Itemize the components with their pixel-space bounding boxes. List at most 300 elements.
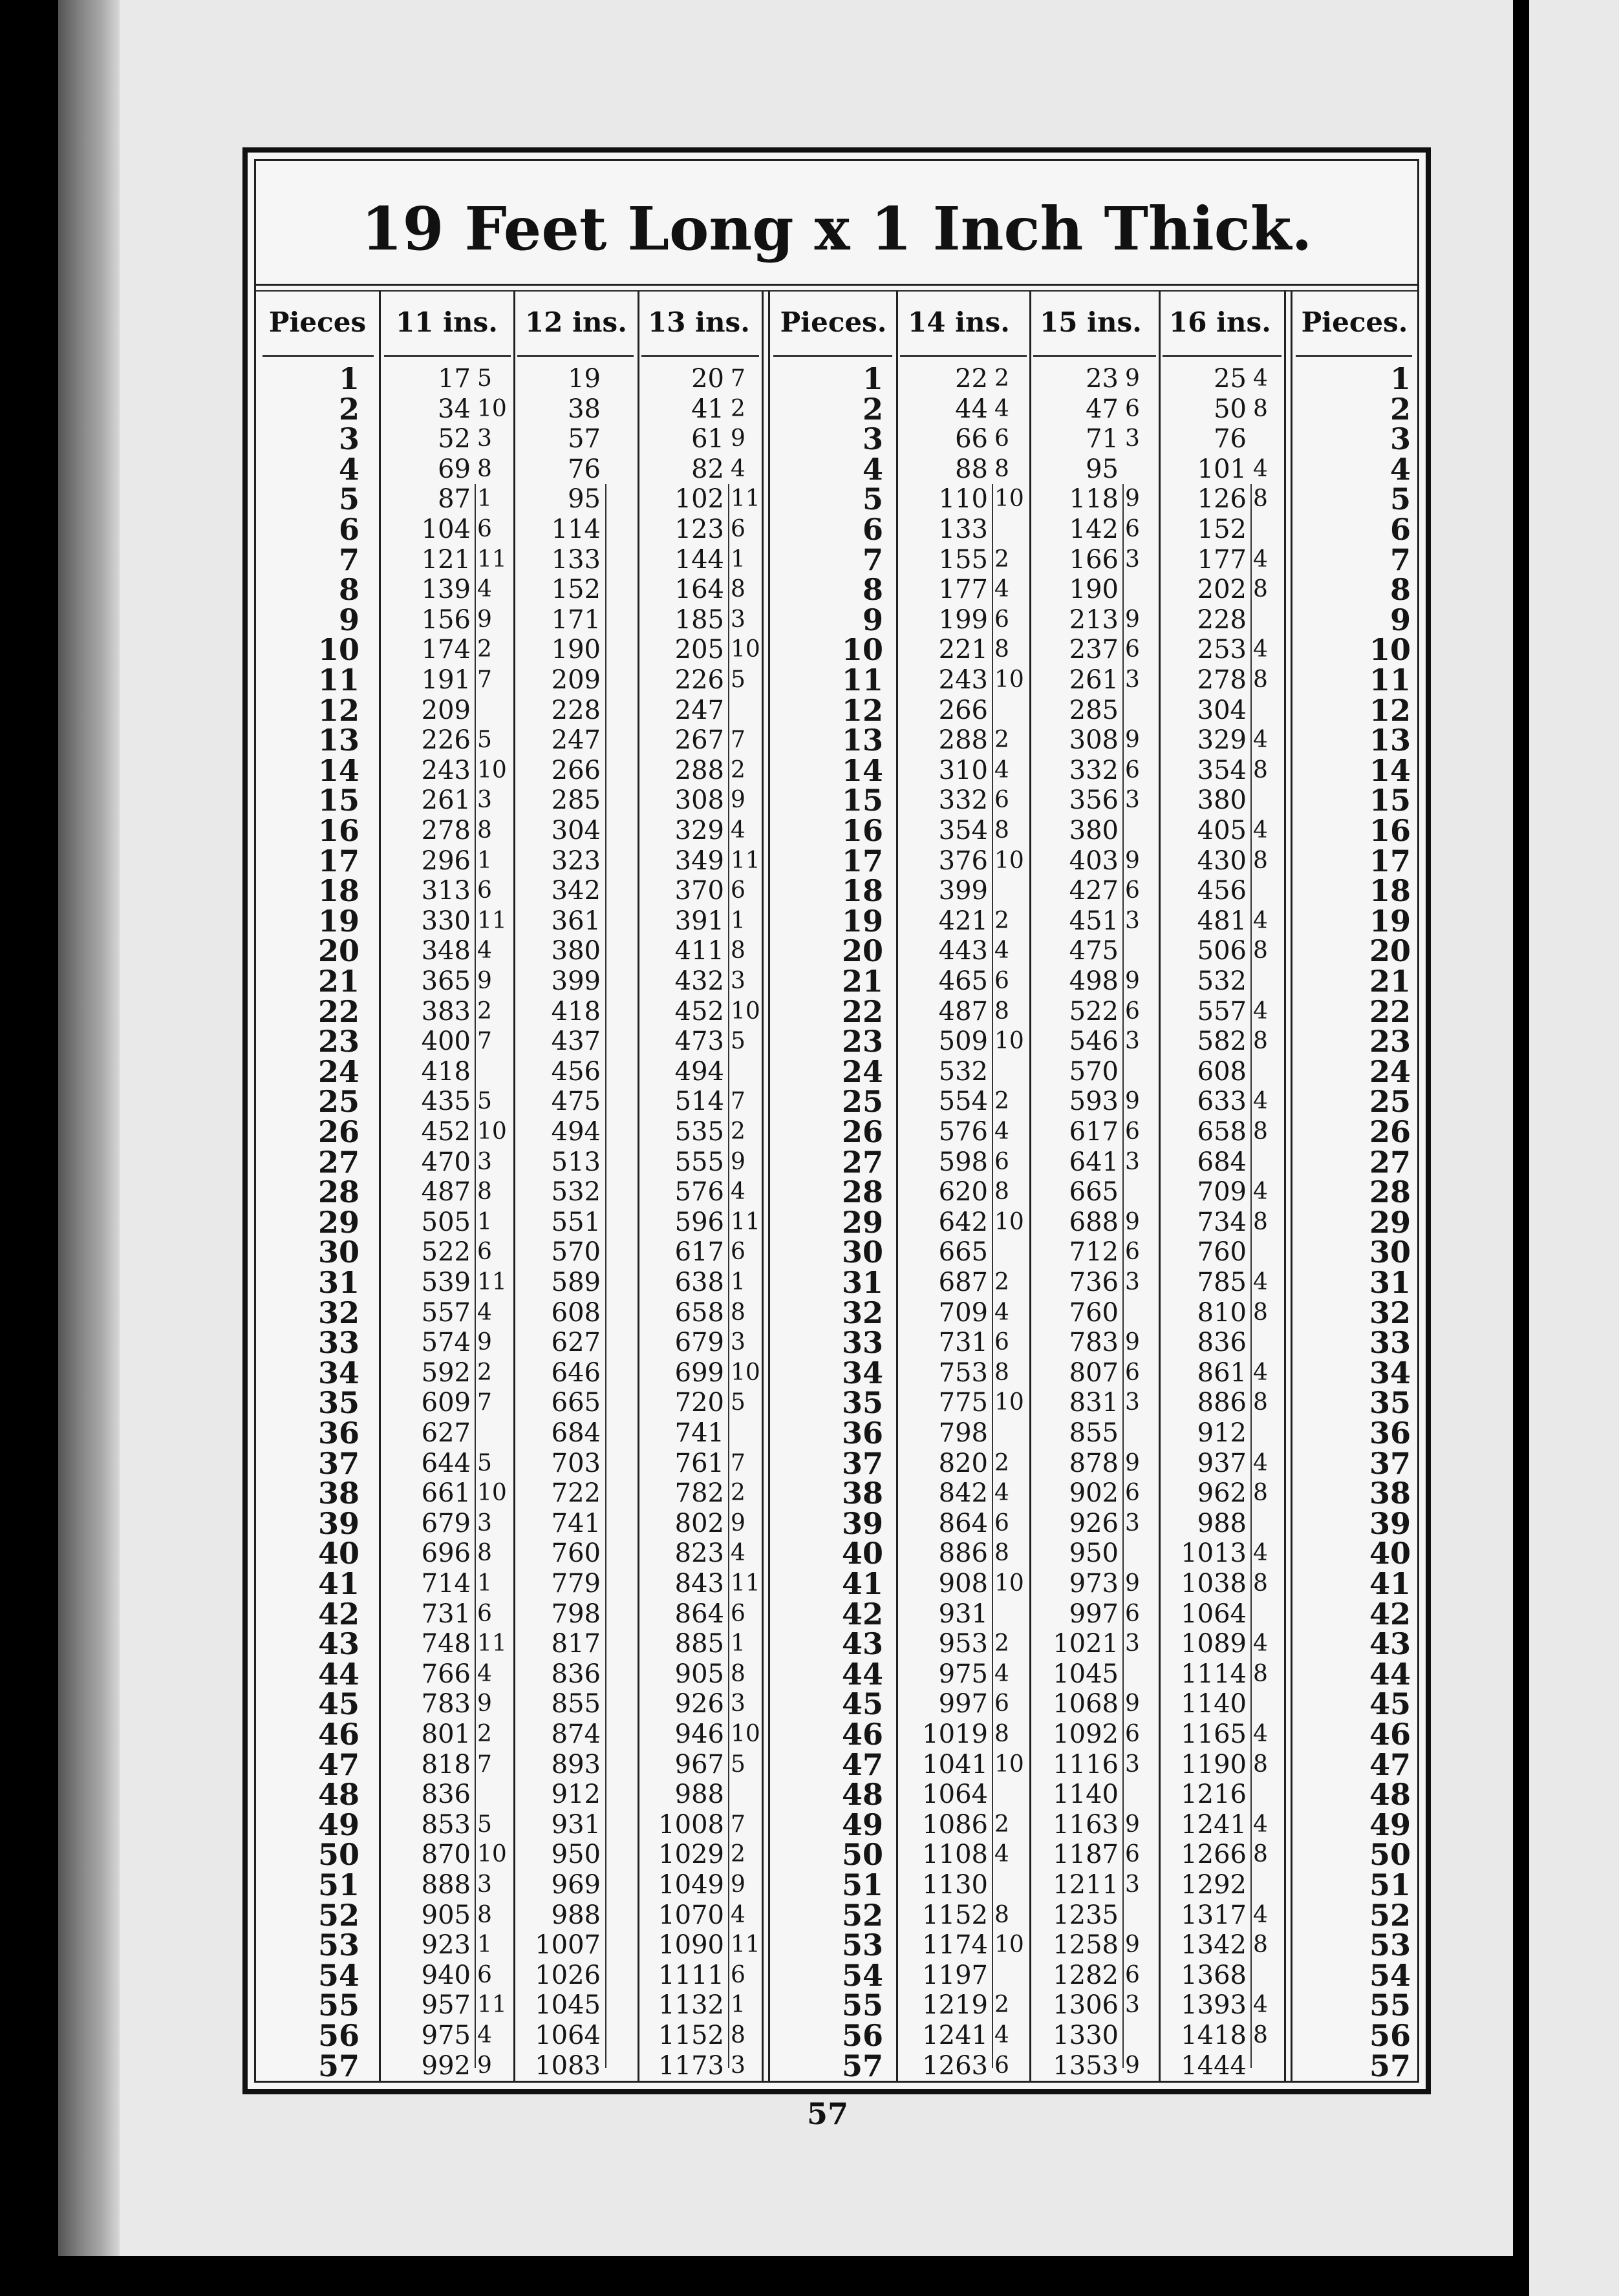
width-11-feet: 957 bbox=[421, 1990, 471, 2021]
table-row bbox=[256, 361, 1417, 396]
width-14-inches: 8 bbox=[994, 636, 1009, 663]
width-16-feet: 202 bbox=[1197, 575, 1247, 605]
width-15-feet: 1330 bbox=[1053, 2021, 1119, 2050]
width-15-inches: 9 bbox=[1125, 727, 1140, 754]
width-13-inches: 7 bbox=[731, 365, 745, 392]
width-12-feet: 171 bbox=[551, 604, 601, 635]
pieces-cell: 43 bbox=[317, 1626, 359, 1662]
width-11-inches: 8 bbox=[477, 817, 492, 844]
width-16-feet: 430 bbox=[1197, 845, 1247, 876]
width-14-inches: 10 bbox=[994, 1750, 1024, 1778]
pieces-cell: 37 bbox=[317, 1445, 359, 1481]
pieces-cell: 26 bbox=[317, 1114, 359, 1149]
width-12-feet: 513 bbox=[551, 1147, 601, 1177]
width-14-inches: 4 bbox=[994, 2022, 1009, 2048]
width-13-feet: 802 bbox=[674, 1508, 724, 1538]
width-16-inches: 4 bbox=[1253, 907, 1268, 934]
width-13-inches: 2 bbox=[731, 395, 745, 422]
width-16-feet: 1038 bbox=[1181, 1569, 1247, 1599]
table-row bbox=[256, 572, 1417, 608]
pieces-cell: 4 bbox=[1389, 451, 1411, 487]
width-12-feet: 361 bbox=[551, 906, 601, 936]
table-row bbox=[256, 1265, 1417, 1300]
width-12-feet: 228 bbox=[551, 695, 601, 725]
width-11-inches: 11 bbox=[477, 1269, 507, 1295]
pieces-cell: 34 bbox=[317, 1355, 359, 1390]
width-15-feet: 213 bbox=[1069, 604, 1119, 635]
width-12-feet: 931 bbox=[551, 1809, 601, 1840]
pieces-cell: 45 bbox=[317, 1686, 359, 1722]
pieces-cell: 20 bbox=[841, 933, 883, 969]
width-13-inches bbox=[731, 696, 762, 726]
header-rule bbox=[1033, 355, 1156, 357]
table-row bbox=[256, 1325, 1417, 1361]
width-12-feet: 266 bbox=[551, 755, 601, 785]
header-14-ins: 14 ins. bbox=[908, 306, 1010, 338]
width-16-inches: 4 bbox=[1253, 997, 1268, 1025]
width-15-feet: 166 bbox=[1069, 544, 1119, 575]
width-14-feet: 931 bbox=[938, 1599, 988, 1629]
pieces-cell: 47 bbox=[841, 1747, 883, 1782]
pieces-cell: 12 bbox=[317, 692, 359, 728]
width-13-feet: 596 bbox=[674, 1207, 724, 1237]
width-13-inches: 1 bbox=[731, 546, 745, 573]
width-13-inches: 10 bbox=[731, 636, 760, 663]
width-16-feet: 456 bbox=[1197, 876, 1247, 906]
width-14-inches: 6 bbox=[994, 1329, 1009, 1356]
width-13-feet: 452 bbox=[674, 996, 724, 1026]
width-11-inches: 9 bbox=[477, 968, 492, 994]
pieces-cell: 39 bbox=[317, 1505, 359, 1541]
width-12-feet: 190 bbox=[551, 635, 601, 665]
header-rule bbox=[263, 355, 374, 357]
width-12-feet: 418 bbox=[551, 996, 601, 1026]
table-row bbox=[256, 421, 1417, 457]
width-15-inches: 9 bbox=[1125, 1449, 1140, 1476]
width-14-feet: 953 bbox=[938, 1629, 988, 1659]
width-11-feet: 696 bbox=[421, 1538, 471, 1569]
page-title: 19 Feet Long x 1 Inch Thick. bbox=[361, 194, 1313, 264]
width-13-inches: 5 bbox=[731, 1389, 745, 1416]
width-13-feet: 144 bbox=[674, 544, 724, 575]
width-11-feet: 679 bbox=[421, 1508, 471, 1538]
width-16-inches: 8 bbox=[1253, 1660, 1268, 1687]
width-13-feet: 905 bbox=[674, 1659, 724, 1689]
width-11-feet: 992 bbox=[421, 2050, 471, 2081]
table-row bbox=[256, 692, 1417, 728]
width-15-feet: 285 bbox=[1069, 695, 1119, 725]
width-13-feet: 782 bbox=[674, 1478, 724, 1509]
pieces-cell: 51 bbox=[841, 1867, 883, 1902]
width-11-feet: 609 bbox=[421, 1388, 471, 1418]
width-15-inches bbox=[1125, 2021, 1156, 2051]
page-number: 57 bbox=[806, 2096, 848, 2131]
pieces-cell: 11 bbox=[317, 663, 359, 697]
width-11-inches: 11 bbox=[477, 907, 507, 934]
table-row bbox=[256, 873, 1417, 909]
table-row bbox=[256, 1114, 1417, 1149]
width-11-feet: 888 bbox=[421, 1870, 471, 1900]
width-12-feet: 38 bbox=[568, 394, 601, 424]
width-13-inches: 7 bbox=[731, 1811, 745, 1838]
table-row bbox=[256, 1144, 1417, 1180]
pieces-cell: 2 bbox=[862, 391, 883, 427]
table-row bbox=[256, 752, 1417, 788]
width-13-feet: 555 bbox=[674, 1147, 724, 1177]
width-14-feet: 221 bbox=[938, 635, 988, 665]
pieces-cell: 43 bbox=[1369, 1626, 1411, 1662]
width-11-inches bbox=[477, 696, 508, 726]
pieces-cell: 32 bbox=[841, 1295, 883, 1330]
width-12-feet: 1045 bbox=[535, 1990, 601, 2021]
width-16-inches: 8 bbox=[1253, 937, 1268, 964]
width-15-inches: 9 bbox=[1125, 1208, 1140, 1235]
width-16-inches: 4 bbox=[1253, 1359, 1268, 1386]
pieces-cell: 42 bbox=[1369, 1596, 1411, 1632]
width-13-inches: 8 bbox=[731, 1660, 745, 1687]
width-16-feet: 278 bbox=[1197, 665, 1247, 695]
pieces-cell: 23 bbox=[1369, 1024, 1411, 1059]
width-12-feet: 665 bbox=[551, 1388, 601, 1418]
width-14-inches bbox=[994, 1599, 1027, 1630]
width-15-feet: 332 bbox=[1069, 755, 1119, 785]
width-11-inches: 3 bbox=[477, 1871, 492, 1898]
pieces-cell: 5 bbox=[862, 482, 883, 517]
width-12-feet: 950 bbox=[551, 1840, 601, 1870]
pieces-cell: 7 bbox=[338, 542, 359, 577]
header-rule bbox=[773, 355, 892, 357]
width-13-feet: 1070 bbox=[658, 1900, 724, 1930]
width-15-inches bbox=[1125, 696, 1156, 726]
width-14-feet: 199 bbox=[938, 604, 988, 635]
width-13-inches: 1 bbox=[731, 1630, 745, 1657]
pieces-cell: 53 bbox=[317, 1928, 359, 1963]
width-11-feet: 209 bbox=[421, 695, 471, 725]
pieces-cell: 16 bbox=[841, 813, 883, 848]
width-11-inches: 10 bbox=[477, 756, 507, 783]
width-16-feet: 177 bbox=[1197, 544, 1247, 575]
width-14-feet: 1064 bbox=[922, 1780, 988, 1810]
width-13-feet: 267 bbox=[674, 725, 724, 756]
pieces-cell: 53 bbox=[841, 1928, 883, 1963]
pieces-cell: 18 bbox=[1369, 873, 1411, 909]
width-12-feet: 532 bbox=[551, 1177, 601, 1207]
width-14-feet: 886 bbox=[938, 1538, 988, 1569]
pieces-cell: 36 bbox=[317, 1416, 359, 1451]
width-13-feet: 1111 bbox=[658, 1960, 724, 1990]
width-15-feet: 783 bbox=[1069, 1328, 1119, 1358]
pieces-cell: 6 bbox=[1389, 512, 1411, 547]
pieces-cell: 54 bbox=[317, 1957, 359, 1993]
width-13-feet: 41 bbox=[691, 394, 724, 424]
width-15-inches bbox=[1125, 936, 1156, 966]
pieces-cell: 52 bbox=[1369, 1897, 1411, 1933]
width-12-feet: 304 bbox=[551, 816, 601, 845]
width-13-inches: 11 bbox=[731, 1931, 760, 1959]
width-11-inches: 11 bbox=[477, 546, 507, 573]
width-12-feet: 152 bbox=[551, 575, 601, 605]
pieces-cell: 33 bbox=[317, 1325, 359, 1361]
pieces-cell: 56 bbox=[317, 2018, 359, 2053]
width-11-feet: 17 bbox=[438, 364, 471, 394]
pieces-cell: 35 bbox=[841, 1385, 883, 1421]
pieces-cell: 22 bbox=[317, 994, 359, 1029]
table-row bbox=[256, 1719, 1417, 1750]
header-rule bbox=[517, 355, 634, 357]
width-14-feet: 332 bbox=[938, 785, 988, 816]
width-14-inches: 2 bbox=[994, 365, 1009, 392]
width-13-inches: 8 bbox=[731, 2022, 745, 2048]
width-15-feet: 712 bbox=[1069, 1237, 1119, 1268]
width-11-inches: 11 bbox=[477, 1992, 507, 2019]
pieces-cell: 36 bbox=[1369, 1416, 1411, 1451]
width-15-inches: 3 bbox=[1125, 546, 1140, 573]
width-11-inches: 2 bbox=[477, 1359, 492, 1386]
pieces-cell: 19 bbox=[317, 903, 359, 939]
width-14-feet: 487 bbox=[938, 996, 988, 1026]
header-12-ins: 12 ins. bbox=[525, 306, 627, 338]
width-16-feet: 1317 bbox=[1181, 1900, 1247, 1930]
pieces-cell: 10 bbox=[1369, 632, 1411, 668]
table-row bbox=[256, 1355, 1417, 1390]
width-11-inches: 3 bbox=[477, 425, 492, 452]
table-row bbox=[256, 1237, 1417, 1268]
pieces-cell: 24 bbox=[1369, 1054, 1411, 1089]
table-row bbox=[256, 785, 1417, 816]
width-16-inches: 8 bbox=[1253, 2022, 1268, 2048]
width-16-feet: 1089 bbox=[1181, 1629, 1247, 1659]
width-11-inches: 4 bbox=[477, 937, 492, 964]
width-16-inches bbox=[1253, 876, 1283, 906]
width-12-feet: 893 bbox=[551, 1749, 601, 1780]
pieces-cell: 28 bbox=[1369, 1175, 1411, 1210]
width-14-inches: 2 bbox=[994, 727, 1009, 754]
width-11-feet: 731 bbox=[421, 1599, 471, 1629]
width-12-feet: 836 bbox=[551, 1659, 601, 1689]
width-12-feet: 1083 bbox=[535, 2050, 601, 2081]
width-16-feet: 760 bbox=[1197, 1237, 1247, 1268]
width-11-inches: 4 bbox=[477, 576, 492, 603]
width-11-feet: 766 bbox=[421, 1659, 471, 1689]
width-11-inches: 6 bbox=[477, 877, 492, 904]
width-13-feet: 638 bbox=[674, 1268, 724, 1297]
pieces-cell: 42 bbox=[317, 1596, 359, 1632]
table-row bbox=[256, 1538, 1417, 1569]
width-13-inches: 11 bbox=[731, 847, 760, 874]
width-12-feet: 874 bbox=[551, 1719, 601, 1749]
width-16-inches: 4 bbox=[1253, 817, 1268, 844]
pieces-cell: 33 bbox=[1369, 1325, 1411, 1361]
width-13-inches: 5 bbox=[731, 1028, 745, 1055]
pieces-cell: 29 bbox=[317, 1204, 359, 1240]
width-15-inches: 3 bbox=[1125, 1028, 1140, 1055]
table-row bbox=[256, 542, 1417, 577]
width-13-feet: 843 bbox=[674, 1569, 724, 1599]
width-15-inches bbox=[1125, 1057, 1156, 1087]
width-16-inches bbox=[1253, 424, 1283, 454]
width-11-feet: 435 bbox=[421, 1087, 471, 1117]
width-15-inches: 9 bbox=[1125, 1690, 1140, 1717]
width-15-inches bbox=[1125, 816, 1156, 846]
width-11-inches: 5 bbox=[477, 1449, 492, 1476]
width-13-feet: 1029 bbox=[658, 1840, 724, 1870]
width-16-inches bbox=[1253, 515, 1283, 545]
pieces-cell: 57 bbox=[841, 2048, 883, 2083]
width-13-inches: 11 bbox=[731, 1570, 760, 1597]
pieces-cell: 37 bbox=[841, 1445, 883, 1481]
header-rule bbox=[641, 355, 759, 357]
width-11-feet: 975 bbox=[421, 2021, 471, 2050]
pieces-cell: 46 bbox=[317, 1717, 359, 1752]
width-14-inches: 10 bbox=[994, 1028, 1024, 1055]
width-14-inches: 6 bbox=[994, 2052, 1009, 2079]
width-12-feet: 475 bbox=[551, 1087, 601, 1117]
table-row bbox=[256, 1867, 1417, 1902]
pieces-cell: 12 bbox=[1369, 692, 1411, 728]
width-13-inches: 6 bbox=[731, 1600, 745, 1627]
table-row bbox=[256, 725, 1417, 756]
width-14-inches: 4 bbox=[994, 1118, 1009, 1145]
width-14-inches: 10 bbox=[994, 485, 1024, 513]
width-16-feet: 1418 bbox=[1181, 2021, 1247, 2050]
width-15-inches: 3 bbox=[1125, 1389, 1140, 1416]
width-16-inches bbox=[1253, 1057, 1283, 1087]
width-13-feet: 1152 bbox=[658, 2021, 724, 2050]
width-14-inches: 2 bbox=[994, 1811, 1009, 1838]
width-16-feet: 228 bbox=[1197, 604, 1247, 635]
width-15-feet: 118 bbox=[1069, 484, 1119, 515]
table-row bbox=[256, 933, 1417, 969]
pieces-cell: 56 bbox=[1369, 2018, 1411, 2053]
pieces-cell: 24 bbox=[317, 1054, 359, 1089]
width-13-feet: 679 bbox=[674, 1328, 724, 1358]
width-16-inches: 8 bbox=[1253, 485, 1268, 513]
header-rule bbox=[384, 355, 511, 357]
width-14-feet: 443 bbox=[938, 936, 988, 966]
table-row bbox=[256, 665, 1417, 696]
width-13-feet: 473 bbox=[674, 1026, 724, 1057]
width-11-inches: 4 bbox=[477, 1299, 492, 1326]
table-row bbox=[256, 1897, 1417, 1933]
pieces-cell: 14 bbox=[317, 752, 359, 788]
width-16-inches bbox=[1253, 1961, 1283, 1991]
width-14-inches: 4 bbox=[994, 1841, 1009, 1868]
width-15-feet: 190 bbox=[1069, 575, 1119, 605]
width-12-feet: 817 bbox=[551, 1629, 601, 1659]
width-12-feet: 627 bbox=[551, 1328, 601, 1358]
width-12-feet: 133 bbox=[551, 544, 601, 575]
width-15-inches: 3 bbox=[1125, 1269, 1140, 1295]
pieces-cell: 22 bbox=[841, 994, 883, 1029]
width-14-inches: 6 bbox=[994, 1509, 1009, 1536]
table-row bbox=[256, 843, 1417, 878]
table-row bbox=[256, 512, 1417, 547]
header-rule bbox=[1163, 355, 1281, 357]
width-12-feet: 247 bbox=[551, 725, 601, 756]
pieces-cell: 47 bbox=[317, 1747, 359, 1782]
width-11-feet: 470 bbox=[421, 1147, 471, 1177]
width-13-feet: 1049 bbox=[658, 1870, 724, 1900]
width-12-feet: 95 bbox=[568, 484, 601, 515]
width-16-feet: 810 bbox=[1197, 1297, 1247, 1328]
pieces-cell: 11 bbox=[1369, 663, 1411, 697]
width-16-feet: 1444 bbox=[1181, 2050, 1247, 2081]
width-15-inches bbox=[1125, 1177, 1156, 1207]
width-16-feet: 709 bbox=[1197, 1177, 1247, 1207]
width-14-feet: 421 bbox=[938, 906, 988, 936]
width-14-inches bbox=[994, 696, 1027, 726]
table-row bbox=[256, 1626, 1417, 1662]
width-11-feet: 348 bbox=[421, 936, 471, 966]
width-15-feet: 142 bbox=[1069, 515, 1119, 544]
width-16-feet: 658 bbox=[1197, 1117, 1247, 1147]
width-11-feet: 69 bbox=[438, 454, 471, 484]
width-15-inches: 6 bbox=[1125, 1359, 1140, 1386]
width-16-feet: 1140 bbox=[1181, 1689, 1247, 1719]
width-16-feet: 582 bbox=[1197, 1026, 1247, 1057]
width-15-feet: 855 bbox=[1069, 1418, 1119, 1448]
width-12-feet: 912 bbox=[551, 1780, 601, 1810]
pieces-cell: 10 bbox=[317, 632, 359, 668]
pieces-cell: 32 bbox=[1369, 1295, 1411, 1330]
width-16-feet: 886 bbox=[1197, 1388, 1247, 1418]
pieces-cell: 54 bbox=[841, 1957, 883, 1993]
width-14-feet: 509 bbox=[938, 1026, 988, 1057]
pieces-cell: 30 bbox=[317, 1235, 359, 1270]
table-row bbox=[256, 1295, 1417, 1330]
width-15-feet: 1021 bbox=[1053, 1629, 1119, 1659]
table-row bbox=[256, 484, 1417, 515]
width-14-inches: 6 bbox=[994, 1148, 1009, 1175]
width-11-feet: 783 bbox=[421, 1689, 471, 1719]
pieces-cell: 45 bbox=[841, 1686, 883, 1722]
pieces-cell: 55 bbox=[841, 1988, 883, 2023]
width-15-feet: 1045 bbox=[1053, 1659, 1119, 1689]
width-16-inches: 8 bbox=[1253, 1389, 1268, 1416]
width-11-feet: 52 bbox=[438, 424, 471, 454]
width-11-inches: 1 bbox=[477, 1208, 492, 1235]
width-11-inches: 9 bbox=[477, 1329, 492, 1356]
width-13-feet: 946 bbox=[674, 1719, 724, 1749]
pieces-cell: 38 bbox=[317, 1476, 359, 1511]
width-15-feet: 1140 bbox=[1053, 1780, 1119, 1810]
width-16-inches: 8 bbox=[1253, 756, 1268, 783]
width-16-inches: 8 bbox=[1253, 1480, 1268, 1507]
width-15-inches: 9 bbox=[1125, 1811, 1140, 1838]
width-15-feet: 237 bbox=[1069, 635, 1119, 665]
pieces-cell: 45 bbox=[1369, 1686, 1411, 1722]
width-13-feet: 226 bbox=[674, 665, 724, 695]
width-11-feet: 905 bbox=[421, 1900, 471, 1930]
width-15-inches bbox=[1125, 1900, 1156, 1931]
width-16-feet: 532 bbox=[1197, 966, 1247, 996]
pieces-cell: 31 bbox=[841, 1265, 883, 1300]
width-13-inches: 1 bbox=[731, 907, 745, 934]
pieces-cell: 27 bbox=[841, 1144, 883, 1180]
width-14-feet: 310 bbox=[938, 755, 988, 785]
width-15-inches: 9 bbox=[1125, 1570, 1140, 1597]
table-row bbox=[256, 813, 1417, 848]
width-11-inches: 8 bbox=[477, 1178, 492, 1206]
width-15-inches bbox=[1125, 1538, 1156, 1569]
width-11-inches: 9 bbox=[477, 2052, 492, 2079]
width-15-inches: 3 bbox=[1125, 1148, 1140, 1175]
pieces-cell: 8 bbox=[862, 572, 883, 608]
width-16-feet: 912 bbox=[1197, 1418, 1247, 1448]
width-15-inches: 6 bbox=[1125, 516, 1140, 542]
width-14-feet: 554 bbox=[938, 1087, 988, 1117]
pieces-cell: 14 bbox=[841, 752, 883, 788]
